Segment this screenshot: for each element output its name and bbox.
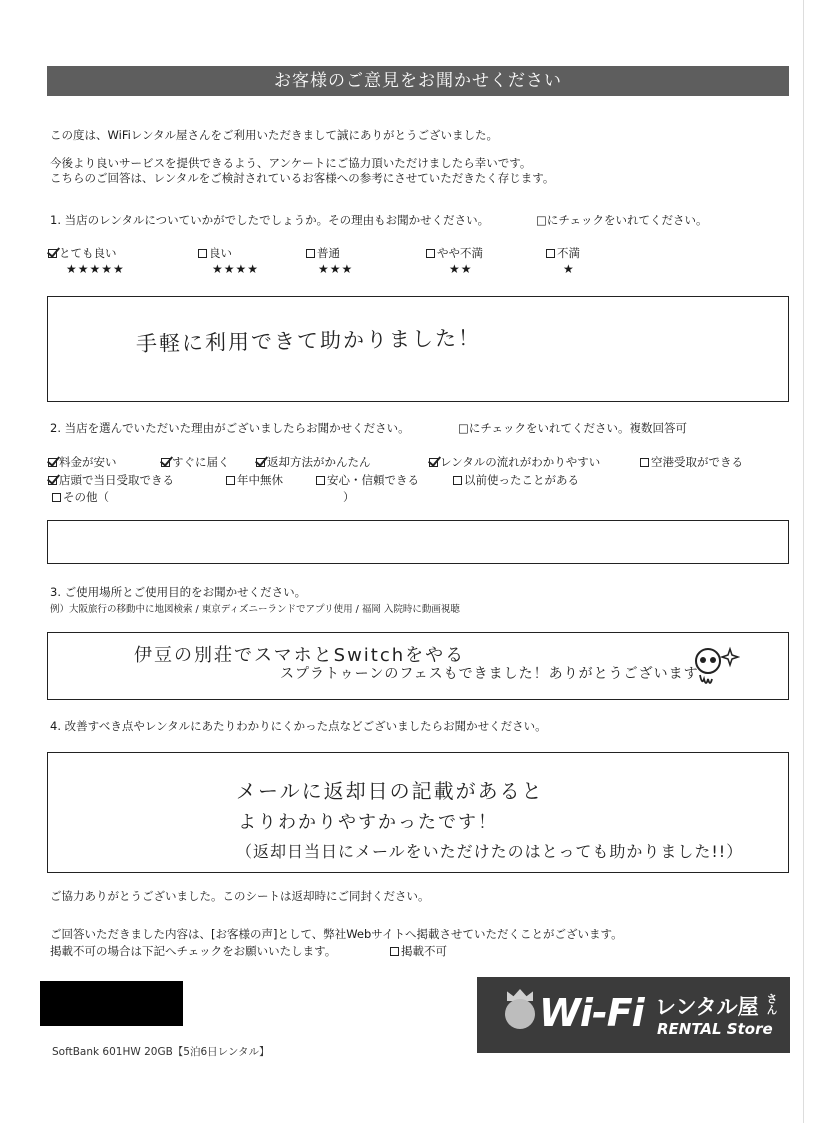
checkbox-icon[interactable] bbox=[546, 249, 555, 258]
q2-instruction: □にチェックをいれてください。複数回答可 bbox=[458, 421, 688, 435]
checkbox-checked-icon[interactable] bbox=[161, 458, 170, 467]
closing-thanks: ご協力ありがとうございました。このシートは返却時にご同封ください。 bbox=[50, 889, 430, 903]
q2-option-clear-flow[interactable]: レンタルの流れがわかりやすい bbox=[429, 455, 600, 470]
mascot-icon bbox=[505, 999, 535, 1029]
q1-option-good[interactable]: 良い bbox=[198, 246, 232, 261]
q2-option-same-day-store[interactable]: 店頭で当日受取できる bbox=[48, 473, 174, 488]
closing-publish-2: 掲載不可の場合は下記へチェックをお願いいたします。 bbox=[50, 944, 337, 958]
q3-answer-line-1: 伊豆の別荘でスマホとSwitchをやる bbox=[134, 645, 466, 666]
checkbox-icon[interactable] bbox=[426, 249, 435, 258]
q2-option-easy-return[interactable]: 返却方法がかんたん bbox=[256, 455, 371, 470]
checkbox-checked-icon[interactable] bbox=[429, 458, 438, 467]
checkbox-icon[interactable] bbox=[52, 493, 61, 502]
logo-en: RENTAL Store bbox=[657, 1020, 773, 1038]
q1-instruction: □にチェックをいれてください。 bbox=[536, 213, 708, 227]
checkbox-icon[interactable] bbox=[390, 947, 399, 956]
q1-option-very-good[interactable]: とても良い bbox=[48, 246, 117, 261]
q4-answer-line-2: よりわかりやすかったです！ bbox=[238, 812, 498, 833]
checkbox-checked-icon[interactable] bbox=[48, 476, 57, 485]
checkbox-icon[interactable] bbox=[306, 249, 315, 258]
checkbox-checked-icon[interactable] bbox=[256, 458, 265, 467]
q3-answer-line-2: スプラトゥーンのフェスもできました！ありがとうございます bbox=[280, 666, 699, 682]
scan-edge bbox=[803, 0, 804, 1123]
q2-other-close: ） bbox=[343, 490, 355, 504]
checkbox-icon[interactable] bbox=[453, 476, 462, 485]
checkbox-checked-icon[interactable] bbox=[48, 249, 57, 258]
q1-question: 1. 当店のレンタルについていかがでしたでしょうか。その理由もお聞かせください。 bbox=[50, 213, 490, 227]
q4-answer-box[interactable] bbox=[47, 752, 789, 873]
q2-option-used-before[interactable]: 以前使ったことがある bbox=[453, 473, 579, 488]
squid-doodle-icon bbox=[688, 641, 740, 695]
q2-option-other[interactable]: その他（ bbox=[52, 490, 109, 505]
brand-logo bbox=[477, 977, 790, 1053]
q4-answer-line-1: メールに返却日の記載があると bbox=[236, 779, 544, 803]
q2-option-airport-pickup[interactable]: 空港受取ができる bbox=[640, 455, 743, 470]
logo-san: さん bbox=[765, 993, 778, 1015]
q1-stars-1: ★ bbox=[563, 262, 575, 276]
q1-option-unsatisfied[interactable]: 不満 bbox=[546, 246, 580, 261]
q1-stars-3: ★★★ bbox=[318, 262, 354, 276]
device-info: SoftBank 601HW 20GB【5泊6日レンタル】 bbox=[52, 1046, 270, 1058]
checkbox-icon[interactable] bbox=[226, 476, 235, 485]
intro-line-2: 今後より良いサービスを提供できるよう、アンケートにご協力頂いただけましたら幸いです。 bbox=[50, 156, 532, 170]
q1-option-normal[interactable]: 普通 bbox=[306, 246, 340, 261]
q2-answer-box[interactable] bbox=[47, 520, 789, 564]
q4-answer-line-3: （返却日当日にメールをいただけたのはとっても助かりました!!） bbox=[236, 842, 744, 861]
logo-wifi: Wi-Fi bbox=[539, 991, 644, 1035]
q1-stars-4: ★★★★ bbox=[212, 262, 260, 276]
q3-example: 例）大阪旅行の移動中に地図検索 / 東京ディズニーランドでアプリ使用 / 福岡 入院時に動画視聴 bbox=[50, 604, 460, 615]
q2-option-fast-delivery[interactable]: すぐに届く bbox=[161, 455, 230, 470]
no-publish-option[interactable]: 掲載不可 bbox=[390, 944, 447, 959]
q2-option-trustworthy[interactable]: 安心・信頼できる bbox=[316, 473, 419, 488]
page-title: お客様のご意見をお聞かせください bbox=[47, 66, 789, 96]
q3-answer-box[interactable] bbox=[47, 632, 789, 700]
q1-answer-box[interactable] bbox=[47, 296, 789, 402]
checkbox-icon[interactable] bbox=[198, 249, 207, 258]
intro-line-1: この度は、WiFiレンタル屋さんをご利用いただきまして誠にありがとうございました。 bbox=[50, 128, 499, 142]
q2-question: 2. 当店を選んでいただいた理由がございましたらお聞かせください。 bbox=[50, 421, 410, 435]
checkbox-checked-icon[interactable] bbox=[48, 458, 57, 467]
q1-stars-5: ★★★★★ bbox=[66, 262, 125, 276]
q2-option-cheap[interactable]: 料金が安い bbox=[48, 455, 117, 470]
checkbox-icon[interactable] bbox=[640, 458, 649, 467]
q3-question: 3. ご使用場所とご使用目的をお聞かせください。 bbox=[50, 585, 307, 599]
intro-line-3: こちらのご回答は、レンタルをご検討されているお客様への参考にさせていただきたく存じます。 bbox=[50, 171, 555, 185]
q1-answer: 手軽に利用できて助かりました！ bbox=[135, 325, 482, 357]
closing-publish-1: ご回答いただきました内容は、[お客様の声]として、弊社Webサイトへ掲載させていただくことがございます。 bbox=[50, 927, 623, 941]
q1-option-somewhat-unsatisfied[interactable]: やや不満 bbox=[426, 246, 483, 261]
q4-question: 4. 改善すべき点やレンタルにあたりわかりにくかった点などございましたらお聞かせください。 bbox=[50, 719, 547, 733]
q2-option-open-all-year[interactable]: 年中無休 bbox=[226, 473, 283, 488]
q1-stars-2: ★★ bbox=[449, 262, 473, 276]
logo-jp: レンタル屋 bbox=[655, 995, 759, 1019]
checkbox-icon[interactable] bbox=[316, 476, 325, 485]
redacted-block bbox=[40, 981, 183, 1026]
